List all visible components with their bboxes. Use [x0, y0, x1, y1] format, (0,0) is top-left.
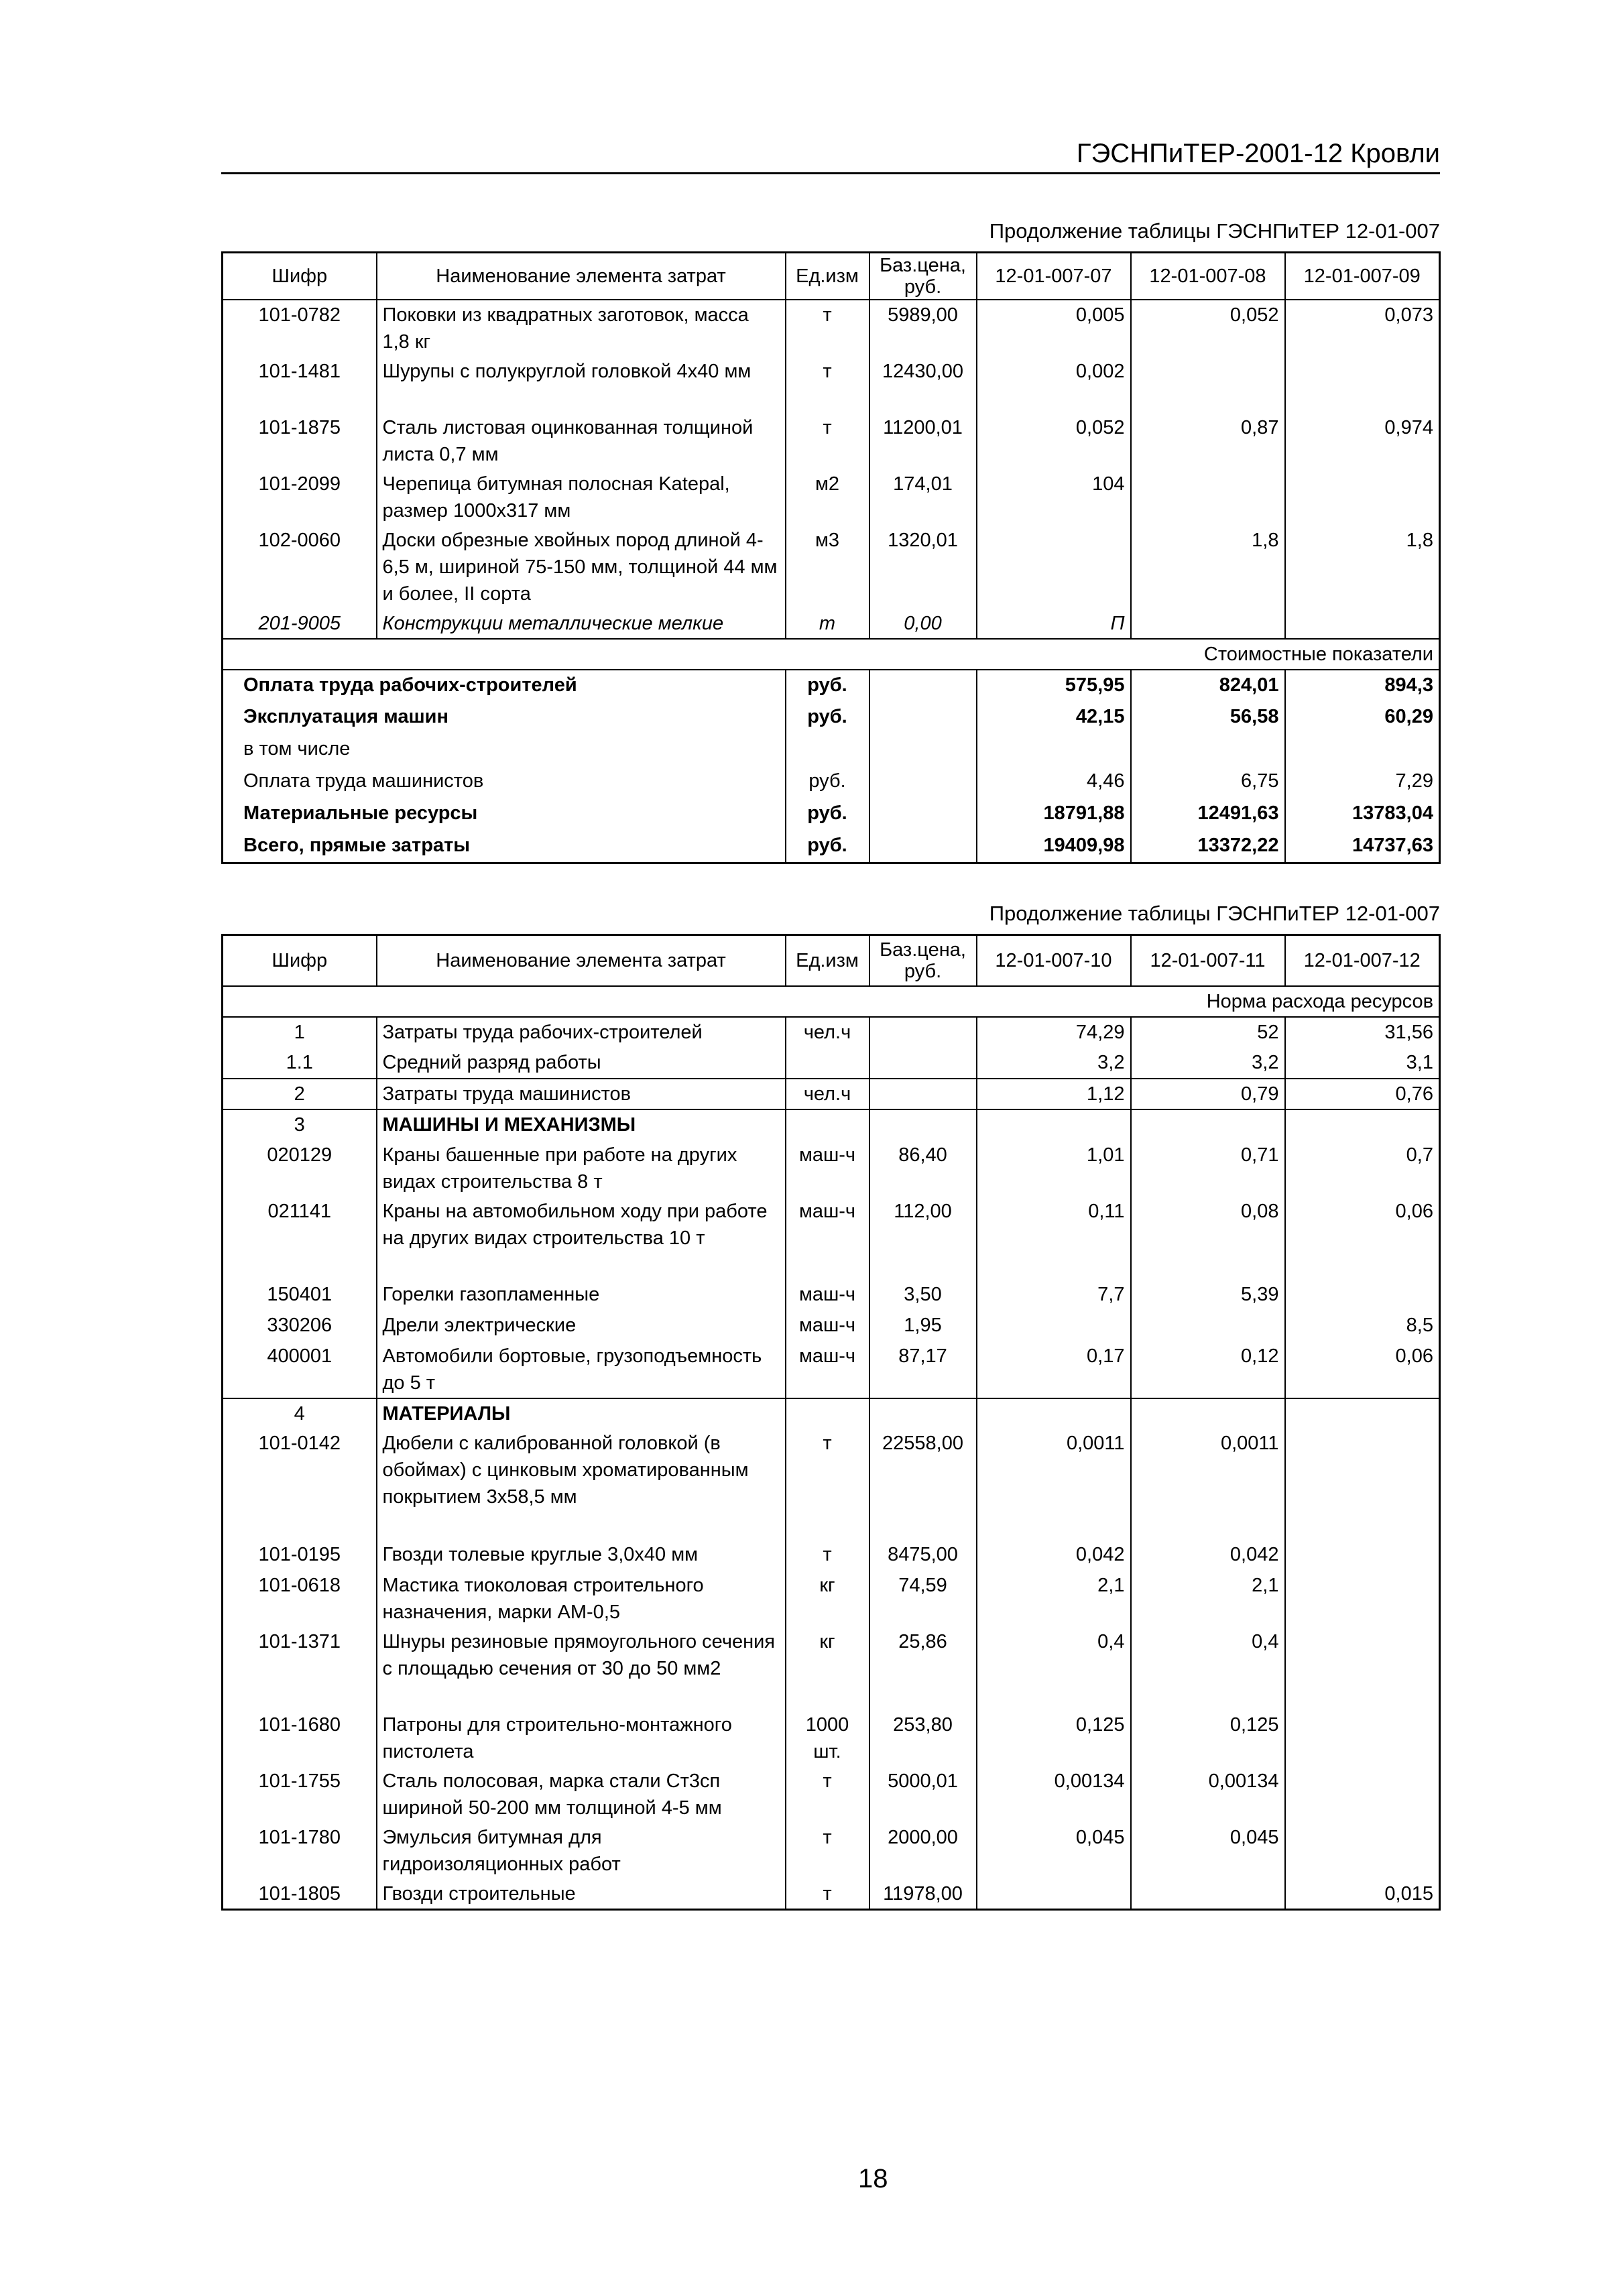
page-header-title: ГЭСНПиТЕР-2001-12 Кровли [1076, 139, 1440, 168]
table1-body [223, 253, 1440, 863]
table-row [223, 357, 1440, 413]
cell-name: Горелки газопламенные [377, 1280, 786, 1311]
cell-value: 1,12 [977, 1079, 1131, 1109]
summary-unit: руб. [786, 702, 869, 734]
column-header: 12-01-007-09 [1285, 253, 1440, 300]
cell-code: 3 [223, 1109, 377, 1140]
cell-name: Мастика тиоколовая строительного назначения, марки АМ-0,5 [377, 1571, 786, 1627]
cell-value [977, 1398, 1131, 1429]
cell-value [1131, 609, 1285, 639]
table-row [223, 300, 1440, 357]
table-row [223, 1540, 1440, 1571]
cell-value: 0,045 [977, 1823, 1131, 1879]
cell-value: 0,71 [1131, 1140, 1285, 1197]
cell-name: Дюбели с калиброванной головкой (в обоймах) с цинковым хроматированным покрытием 3х58,5 мм [377, 1429, 786, 1540]
summary-value: 894,3 [1285, 670, 1440, 702]
cell-unit [786, 1048, 869, 1079]
section-row [223, 639, 1440, 670]
cell-unit: маш-ч [786, 1280, 869, 1311]
cell-price: 22558,00 [869, 1429, 977, 1540]
cell-name: Гвозди строительные [377, 1879, 786, 1910]
cell-unit: маш-ч [786, 1197, 869, 1280]
summary-row [223, 831, 1440, 863]
summary-unit [786, 734, 869, 766]
table1 [221, 251, 1441, 864]
cell-value: 0,052 [1131, 300, 1285, 357]
summary-name: Всего, прямые затраты [223, 831, 786, 863]
cell-unit: м2 [786, 469, 869, 526]
cell-value: 3,2 [977, 1048, 1131, 1079]
cell-value [1285, 1280, 1440, 1311]
cell-value: 0,00134 [1131, 1766, 1285, 1823]
summary-value: 7,29 [1285, 766, 1440, 798]
cell-code: 101-0195 [223, 1540, 377, 1571]
cell-code: 101-1755 [223, 1766, 377, 1823]
cell-value [977, 1311, 1131, 1341]
summary-value: 4,46 [977, 766, 1131, 798]
cell-value: 2,1 [1131, 1571, 1285, 1627]
cell-value: 0,015 [1285, 1879, 1440, 1910]
cell-value: 0,06 [1285, 1197, 1440, 1280]
cell-name: Затраты труда рабочих-строителей [377, 1017, 786, 1048]
table-row [223, 1571, 1440, 1627]
cell-unit: м3 [786, 526, 869, 609]
summary-price [869, 670, 977, 702]
cell-value [1285, 469, 1440, 526]
cell-value: 0,79 [1131, 1079, 1285, 1109]
column-header: Ед.изм [786, 935, 869, 986]
table-row [223, 1341, 1440, 1398]
cell-value: П [977, 609, 1131, 639]
cell-price [869, 1398, 977, 1429]
cell-value [1131, 1879, 1285, 1910]
cell-price: 1320,01 [869, 526, 977, 609]
summary-row [223, 734, 1440, 766]
cell-code: 101-0618 [223, 1571, 377, 1627]
cell-code: 101-1780 [223, 1823, 377, 1879]
cell-name: Средний разряд работы [377, 1048, 786, 1079]
cell-value: 0,12 [1131, 1341, 1285, 1398]
cell-unit: чел.ч [786, 1079, 869, 1109]
summary-price [869, 766, 977, 798]
table2-body [223, 935, 1440, 1910]
section-label: Норма расхода ресурсов [223, 986, 1440, 1017]
column-header: Наименование элемента затрат [377, 935, 786, 986]
cell-unit: т [786, 1879, 869, 1910]
cell-value: 1,8 [1285, 526, 1440, 609]
cell-value: 0,002 [977, 357, 1131, 413]
cell-price: 0,00 [869, 609, 977, 639]
summary-value: 60,29 [1285, 702, 1440, 734]
table-row [223, 1109, 1440, 1140]
column-header: Наименование элемента затрат [377, 253, 786, 300]
cell-unit: т [786, 1823, 869, 1879]
cell-unit [786, 1109, 869, 1140]
cell-value: 0,045 [1131, 1823, 1285, 1879]
column-header: Баз.цена, руб. [869, 253, 977, 300]
column-header: 12-01-007-08 [1131, 253, 1285, 300]
table-row [223, 1280, 1440, 1311]
summary-row [223, 702, 1440, 734]
section-row [223, 986, 1440, 1017]
table-row [223, 1048, 1440, 1079]
column-header: 12-01-007-11 [1131, 935, 1285, 986]
cell-unit: т [786, 609, 869, 639]
summary-value: 12491,63 [1131, 798, 1285, 831]
section-label: Стоимостные показатели [223, 639, 1440, 670]
column-header: 12-01-007-07 [977, 253, 1131, 300]
cell-code: 020129 [223, 1140, 377, 1197]
summary-value: 13783,04 [1285, 798, 1440, 831]
cell-value: 0,00134 [977, 1766, 1131, 1823]
cell-price [869, 1109, 977, 1140]
cell-value: 74,29 [977, 1017, 1131, 1048]
cell-value: 0,08 [1131, 1197, 1285, 1280]
cell-price: 3,50 [869, 1280, 977, 1311]
cell-price [869, 1048, 977, 1079]
column-header: Баз.цена, руб. [869, 935, 977, 986]
summary-row [223, 766, 1440, 798]
cell-value: 0,0011 [1131, 1429, 1285, 1540]
summary-unit: руб. [786, 798, 869, 831]
cell-unit: кг [786, 1571, 869, 1627]
cell-unit: 1000 шт. [786, 1710, 869, 1766]
table-row [223, 1710, 1440, 1766]
table-row [223, 1311, 1440, 1341]
table-row [223, 1140, 1440, 1197]
cell-value [1131, 1311, 1285, 1341]
cell-value: 0,125 [977, 1710, 1131, 1766]
summary-value: 18791,88 [977, 798, 1131, 831]
cell-code: 150401 [223, 1280, 377, 1311]
summary-value [977, 734, 1131, 766]
cell-value: 0,4 [1131, 1627, 1285, 1710]
cell-value: 3,1 [1285, 1048, 1440, 1079]
cell-value [1131, 1109, 1285, 1140]
cell-code: 101-1481 [223, 357, 377, 413]
cell-value [1285, 1429, 1440, 1540]
table1-header-row [223, 253, 1440, 300]
cell-value: 8,5 [1285, 1311, 1440, 1341]
cell-value [1285, 357, 1440, 413]
table-row [223, 1429, 1440, 1540]
cell-code: 102-0060 [223, 526, 377, 609]
cell-unit: т [786, 357, 869, 413]
cell-name: Конструкции металлические мелкие [377, 609, 786, 639]
table-row [223, 1627, 1440, 1710]
cell-unit: кг [786, 1627, 869, 1710]
cell-unit: маш-ч [786, 1140, 869, 1197]
cell-value: 1,8 [1131, 526, 1285, 609]
cell-value: 31,56 [1285, 1017, 1440, 1048]
column-header: 12-01-007-10 [977, 935, 1131, 986]
summary-name: Оплата труда машинистов [223, 766, 786, 798]
cell-price: 86,40 [869, 1140, 977, 1197]
cell-code: 101-2099 [223, 469, 377, 526]
cell-name: Черепица битумная полосная Katepal, размер 1000х317 мм [377, 469, 786, 526]
summary-price [869, 734, 977, 766]
summary-unit: руб. [786, 831, 869, 863]
summary-row [223, 670, 1440, 702]
cell-value [1131, 1398, 1285, 1429]
table1-caption: Продолжение таблицы ГЭСНПиТЕР 12-01-007 [989, 219, 1440, 243]
summary-name: в том числе [223, 734, 786, 766]
cell-value: 0,11 [977, 1197, 1131, 1280]
cell-code: 101-0142 [223, 1429, 377, 1540]
cell-unit: маш-ч [786, 1311, 869, 1341]
summary-price [869, 798, 977, 831]
cell-name: Автомобили бортовые, грузоподъемность до 5 т [377, 1341, 786, 1398]
summary-value [1285, 734, 1440, 766]
cell-value [1285, 1398, 1440, 1429]
table-row [223, 1017, 1440, 1048]
cell-value: 0,073 [1285, 300, 1440, 357]
summary-value: 42,15 [977, 702, 1131, 734]
table-row [223, 1766, 1440, 1823]
cell-price [869, 1017, 977, 1048]
cell-unit: т [786, 300, 869, 357]
summary-value: 14737,63 [1285, 831, 1440, 863]
table2 [221, 934, 1441, 1911]
cell-price: 5989,00 [869, 300, 977, 357]
cell-code: 101-0782 [223, 300, 377, 357]
cell-price: 25,86 [869, 1627, 977, 1710]
cell-name: Гвозди толевые круглые 3,0х40 мм [377, 1540, 786, 1571]
cell-value: 0,005 [977, 300, 1131, 357]
summary-name: Материальные ресурсы [223, 798, 786, 831]
table-row [223, 526, 1440, 609]
cell-price: 74,59 [869, 1571, 977, 1627]
cell-name: Шнуры резиновые прямоугольного сечения с площадью сечения от 30 до 50 мм2 [377, 1627, 786, 1710]
cell-value [1285, 1540, 1440, 1571]
cell-unit: маш-ч [786, 1341, 869, 1398]
table-row [223, 413, 1440, 469]
cell-code: 021141 [223, 1197, 377, 1280]
cell-unit: т [786, 413, 869, 469]
cell-code: 1.1 [223, 1048, 377, 1079]
cell-value: 1,01 [977, 1140, 1131, 1197]
cell-name: Эмульсия битумная для гидроизоляционных работ [377, 1823, 786, 1879]
column-header: Ед.изм [786, 253, 869, 300]
cell-value: 0,17 [977, 1341, 1131, 1398]
cell-value [1285, 1627, 1440, 1710]
cell-price: 11200,01 [869, 413, 977, 469]
cell-code: 1 [223, 1017, 377, 1048]
cell-name: Сталь листовая оцинкованная толщиной листа 0,7 мм [377, 413, 786, 469]
cell-name: Патроны для строительно-монтажного пистолета [377, 1710, 786, 1766]
cell-name: Поковки из квадратных заготовок, масса 1,8 кг [377, 300, 786, 357]
cell-name: Сталь полосовая, марка стали Ст3сп шириной 50-200 мм толщиной 4-5 мм [377, 1766, 786, 1823]
cell-name: Краны башенные при работе на других видах строительства 8 т [377, 1140, 786, 1197]
cell-code: 400001 [223, 1341, 377, 1398]
summary-value: 575,95 [977, 670, 1131, 702]
summary-unit: руб. [786, 670, 869, 702]
table-row [223, 469, 1440, 526]
table-row [223, 1398, 1440, 1429]
cell-value: 0,76 [1285, 1079, 1440, 1109]
column-header: Шифр [223, 935, 377, 986]
table-row [223, 1197, 1440, 1280]
cell-unit: т [786, 1429, 869, 1540]
summary-name: Оплата труда рабочих-строителей [223, 670, 786, 702]
summary-price [869, 831, 977, 863]
cell-value: 0,042 [977, 1540, 1131, 1571]
cell-name: Краны на автомобильном ходу при работе на других видах строительства 10 т [377, 1197, 786, 1280]
cell-value: 0,0011 [977, 1429, 1131, 1540]
cell-value: 0,042 [1131, 1540, 1285, 1571]
cell-value [977, 1879, 1131, 1910]
summary-price [869, 702, 977, 734]
cell-price: 174,01 [869, 469, 977, 526]
cell-price: 1,95 [869, 1311, 977, 1341]
cell-price: 12430,00 [869, 357, 977, 413]
cell-code: 101-1371 [223, 1627, 377, 1710]
table-row [223, 1823, 1440, 1879]
table-row [223, 1079, 1440, 1109]
cell-name: Доски обрезные хвойных пород длиной 4-6,5 м, шириной 75-150 мм, толщиной 44 мм и более, II сорта [377, 526, 786, 609]
cell-price: 11978,00 [869, 1879, 977, 1910]
cell-value [1131, 469, 1285, 526]
cell-code: 101-1805 [223, 1879, 377, 1910]
cell-value: 2,1 [977, 1571, 1131, 1627]
cell-code: 201-9005 [223, 609, 377, 639]
cell-value: 0,052 [977, 413, 1131, 469]
table-row [223, 1879, 1440, 1910]
summary-value: 824,01 [1131, 670, 1285, 702]
cell-value: 3,2 [1131, 1048, 1285, 1079]
summary-value: 19409,98 [977, 831, 1131, 863]
cell-name: Затраты труда машинистов [377, 1079, 786, 1109]
page-number: 18 [858, 2164, 888, 2193]
cell-value: 0,87 [1131, 413, 1285, 469]
cell-value: 0,4 [977, 1627, 1131, 1710]
cell-value [1285, 1766, 1440, 1823]
cell-code: 101-1680 [223, 1710, 377, 1766]
page-header [221, 137, 1440, 174]
cell-price: 8475,00 [869, 1540, 977, 1571]
cell-value [1285, 1109, 1440, 1140]
cell-price: 2000,00 [869, 1823, 977, 1879]
cell-code: 330206 [223, 1311, 377, 1341]
cell-value: 52 [1131, 1017, 1285, 1048]
cell-value: 0,125 [1131, 1710, 1285, 1766]
cell-value: 0,06 [1285, 1341, 1440, 1398]
summary-value: 56,58 [1131, 702, 1285, 734]
summary-value: 13372,22 [1131, 831, 1285, 863]
summary-row [223, 798, 1440, 831]
column-header: 12-01-007-12 [1285, 935, 1440, 986]
cell-value: 5,39 [1131, 1280, 1285, 1311]
cell-name: МАШИНЫ И МЕХАНИЗМЫ [377, 1109, 786, 1140]
cell-name: МАТЕРИАЛЫ [377, 1398, 786, 1429]
summary-unit: руб. [786, 766, 869, 798]
cell-price [869, 1079, 977, 1109]
cell-name: Шурупы с полукруглой головкой 4х40 мм [377, 357, 786, 413]
cell-name: Дрели электрические [377, 1311, 786, 1341]
cell-code: 2 [223, 1079, 377, 1109]
cell-value [1285, 609, 1440, 639]
cell-unit: т [786, 1540, 869, 1571]
column-header: Шифр [223, 253, 377, 300]
cell-value: 104 [977, 469, 1131, 526]
cell-code: 4 [223, 1398, 377, 1429]
cell-value: 0,7 [1285, 1140, 1440, 1197]
table-row [223, 609, 1440, 639]
cell-value [1285, 1571, 1440, 1627]
cell-value [977, 526, 1131, 609]
cell-price: 253,80 [869, 1710, 977, 1766]
cell-price: 112,00 [869, 1197, 977, 1280]
cell-code: 101-1875 [223, 413, 377, 469]
cell-price: 87,17 [869, 1341, 977, 1398]
cell-value [1285, 1710, 1440, 1766]
cell-value [1131, 357, 1285, 413]
cell-unit: чел.ч [786, 1017, 869, 1048]
cell-value: 0,974 [1285, 413, 1440, 469]
table2-header-row [223, 935, 1440, 986]
summary-name: Эксплуатация машин [223, 702, 786, 734]
cell-price: 5000,01 [869, 1766, 977, 1823]
table2-caption: Продолжение таблицы ГЭСНПиТЕР 12-01-007 [989, 902, 1440, 925]
cell-value: 7,7 [977, 1280, 1131, 1311]
cell-value [1285, 1823, 1440, 1879]
summary-value: 6,75 [1131, 766, 1285, 798]
cell-unit [786, 1398, 869, 1429]
cell-value [977, 1109, 1131, 1140]
summary-value [1131, 734, 1285, 766]
cell-unit: т [786, 1766, 869, 1823]
